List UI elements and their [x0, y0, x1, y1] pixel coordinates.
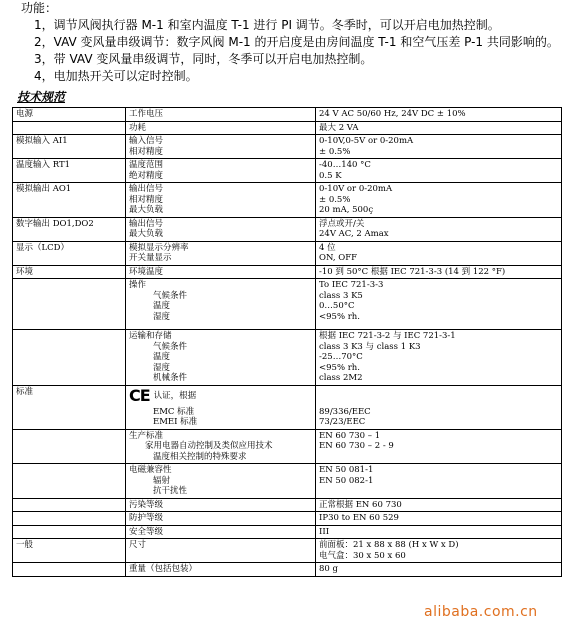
spec-property: 温度范围 绝对精度	[126, 159, 316, 183]
spec-table	[12, 107, 562, 577]
spec-category	[13, 498, 126, 512]
spec-value: 80 g	[316, 563, 562, 577]
spec-property: 尺寸	[126, 539, 316, 563]
spec-property: 输出信号 相对精度 最大负载	[126, 183, 316, 218]
spec-category: 模拟输出 AO1	[13, 183, 126, 218]
table-row	[13, 135, 562, 159]
table-row	[13, 121, 562, 135]
table-row	[13, 385, 562, 429]
spec-value: EN 50 081-1 EN 50 082-1	[316, 464, 562, 499]
function-heading: 功能：	[21, 1, 58, 15]
spec-value: 浮点或开/关 24V AC, 2 Amax	[316, 217, 562, 241]
spec-category: 显示（LCD）	[13, 241, 126, 265]
function-item-4: 4，电加热开关可以定时控制。	[34, 69, 198, 83]
spec-category	[13, 121, 126, 135]
table-row	[13, 498, 562, 512]
spec-category	[13, 563, 126, 577]
spec-property: 输入信号 相对精度	[126, 135, 316, 159]
spec-property: 生产标准 家用电器自动控制及类似应用技术 温度相关控制的特殊要求	[126, 429, 316, 464]
spec-category	[13, 512, 126, 526]
intro-section	[18, 0, 559, 85]
table-row	[13, 464, 562, 499]
table-row	[13, 512, 562, 526]
function-item-3: 3，带 VAV 变风量串级调节，同时，冬季可以开启电加热控制。	[34, 52, 373, 66]
function-item-2: 2，VAV 变风量串级调节：数字风阀 M-1 的开启度是由房间温度 T-1 和空气压差 P-1 共同影响的。	[34, 35, 559, 49]
spec-value: 4 位 ON, OFF	[316, 241, 562, 265]
spec-value: To IEC 721-3-3 class 3 K5 0…50°C <95% rh.	[316, 279, 562, 330]
spec-property: 运输和存储 气候条件 温度 湿度 机械条件	[126, 330, 316, 386]
spec-title: 技术规范	[17, 90, 66, 104]
spec-value: 前面板：21 x 88 x 88 (H x W x D) 电气盒：30 x 50 x 60	[316, 539, 562, 563]
spec-value: 89/336/EEC 73/23/EEC	[316, 385, 562, 429]
spec-value: EN 60 730 – 1 EN 60 730 – 2 - 9	[316, 429, 562, 464]
table-row	[13, 108, 562, 122]
spec-value: -10 到 50°C 根据 IEC 721-3-3 (14 到 122 °F)	[316, 265, 562, 279]
spec-property: 安全等级	[126, 525, 316, 539]
table-row	[13, 241, 562, 265]
function-item-1: 1，调节风阀执行器 M-1 和室内温度 T-1 进行 PI 调节。冬季时，可以开启电加热控制。	[34, 18, 500, 32]
spec-property: 环境温度	[126, 265, 316, 279]
spec-category	[13, 525, 126, 539]
spec-value: 最大 2 VA	[316, 121, 562, 135]
spec-property: 电磁兼容性 辐射 抗干扰性	[126, 464, 316, 499]
spec-value: 0-10V,0-5V or 0-20mA ± 0.5%	[316, 135, 562, 159]
spec-value: 24 V AC 50/60 Hz, 24V DC ± 10%	[316, 108, 562, 122]
table-row	[13, 159, 562, 183]
spec-value: IP30 to EN 60 529	[316, 512, 562, 526]
spec-property: 功耗	[126, 121, 316, 135]
watermark: alibaba.com.cn	[424, 604, 538, 620]
spec-category	[13, 429, 126, 464]
spec-property: CE 认证，根据 EMC 标准 EMEI 标准	[126, 385, 316, 429]
table-row	[13, 429, 562, 464]
spec-category: 温度输入 RT1	[13, 159, 126, 183]
spec-property: 重量（包括包装）	[126, 563, 316, 577]
table-row	[13, 279, 562, 330]
table-row	[13, 183, 562, 218]
spec-category: 环境	[13, 265, 126, 279]
spec-property: 工作电压	[126, 108, 316, 122]
spec-category: 模拟输入 AI1	[13, 135, 126, 159]
spec-property: 污染等级	[126, 498, 316, 512]
spec-category: 电源	[13, 108, 126, 122]
spec-property: 模拟显示分辨率 开关量显示	[126, 241, 316, 265]
spec-category: 一般	[13, 539, 126, 563]
table-row	[13, 330, 562, 386]
spec-property: 防护等级	[126, 512, 316, 526]
spec-value: III	[316, 525, 562, 539]
spec-value: 正常根据 EN 60 730	[316, 498, 562, 512]
spec-category: 标准	[13, 385, 126, 429]
spec-category: 数字输出 DO1,DO2	[13, 217, 126, 241]
ce-mark-icon: CE	[129, 386, 150, 406]
spec-property: 输出信号 最大负载	[126, 217, 316, 241]
table-row	[13, 265, 562, 279]
table-row	[13, 563, 562, 577]
table-row	[13, 217, 562, 241]
spec-category	[13, 279, 126, 330]
spec-property: 操作 气候条件 温度 湿度	[126, 279, 316, 330]
ce-certification-line: CE 认证，根据	[129, 386, 197, 406]
table-row	[13, 525, 562, 539]
table-row	[13, 539, 562, 563]
spec-category	[13, 464, 126, 499]
spec-value: 根据 IEC 721-3-2 与 IEC 721-3-1 class 3 K3 与 class 1 K3 -25…70°C <95% rh. class 2M2	[316, 330, 562, 386]
spec-value: -40…140 °C 0.5 K	[316, 159, 562, 183]
spec-category	[13, 330, 126, 386]
spec-value: 0-10V or 0-20mA ± 0.5% 20 mA, 500ç	[316, 183, 562, 218]
